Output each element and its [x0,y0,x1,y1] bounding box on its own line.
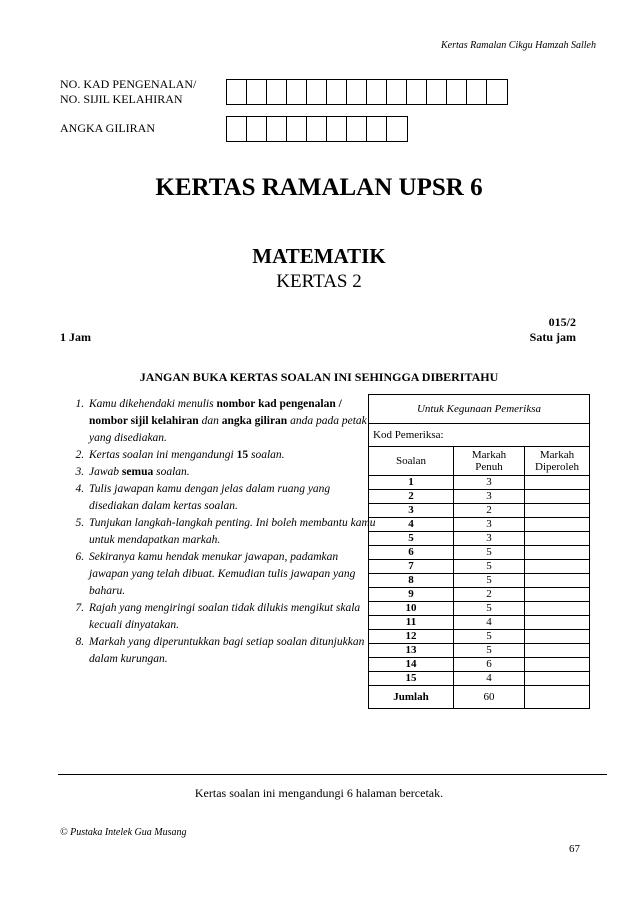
ic-number-boxes[interactable] [226,79,508,105]
copyright: © Pustaka Intelek Gua Musang [60,827,187,838]
marks-obtained-cell[interactable] [525,546,590,560]
marks-obtained-cell[interactable] [525,560,590,574]
warning-notice: JANGAN BUKA KERTAS SOALAN INI SEHINGGA DIBERITAHU [139,370,499,384]
ic-number-box[interactable] [427,80,447,104]
full-marks: 4 [454,616,525,630]
marks-obtained-cell[interactable] [525,574,590,588]
duration-left: 1 Jam [60,330,91,344]
question-number: 7 [369,560,454,574]
question-number: 5 [369,532,454,546]
examiner-box [368,394,590,709]
marks-table-header [369,447,589,476]
exam-number-box[interactable] [247,117,267,141]
marks-obtained-cell[interactable] [525,490,590,504]
ic-number-box[interactable] [347,80,367,104]
instruction-text: dan [198,415,222,427]
table-row [369,546,589,560]
exam-number-box[interactable] [327,117,347,141]
col-question: Soalan [369,447,454,476]
question-number: 2 [369,490,454,504]
ic-label [60,77,196,107]
full-marks: 4 [454,672,525,686]
main-title: KERTAS RAMALAN UPSR 6 [155,174,483,201]
question-number: 15 [369,672,454,686]
question-number: 11 [369,616,454,630]
question-number: 12 [369,630,454,644]
table-row [369,476,589,490]
marks-table [369,447,589,708]
full-marks: 3 [454,532,525,546]
table-row [369,644,589,658]
instruction-text: Jawab [89,466,122,478]
ic-number-box[interactable] [267,80,287,104]
instruction-text: nombor kad pengenalan / nombor sijil kelahiran [89,398,342,427]
col-marks-obtained [525,447,590,476]
table-row [369,518,589,532]
ic-label-line2: NO. SIJIL KELAHIRAN [60,92,183,106]
full-marks: 3 [454,476,525,490]
exam-number-box[interactable] [267,117,287,141]
total-obtained-cell[interactable] [525,686,590,709]
question-number: 8 [369,574,454,588]
examiner-code-label: Kod Pemeriksa: [369,424,589,447]
instruction-item [87,447,377,464]
table-row [369,616,589,630]
ic-number-box[interactable] [327,80,347,104]
marks-obtained-cell[interactable] [525,588,590,602]
full-marks: 6 [454,658,525,672]
col-full-line2: Penuh [475,461,503,473]
full-marks: 2 [454,504,525,518]
paper-title: KERTAS 2 [276,271,362,292]
full-marks: 3 [454,490,525,504]
marks-obtained-cell[interactable] [525,644,590,658]
question-number: 1 [369,476,454,490]
table-row [369,672,589,686]
marks-obtained-cell[interactable] [525,518,590,532]
instruction-text: 15 [236,449,249,461]
ic-number-box[interactable] [447,80,467,104]
ic-number-box[interactable] [467,80,487,104]
full-marks: 5 [454,546,525,560]
exam-number-box[interactable] [287,117,307,141]
table-row [369,574,589,588]
paper-code: 015/2 [548,315,576,329]
col-got-line1: Markah [539,449,575,461]
full-marks: 5 [454,630,525,644]
question-number: 10 [369,602,454,616]
table-row [369,630,589,644]
col-full-line1: Markah [471,449,507,461]
footer-divider [58,774,607,775]
instruction-text: Tunjukan langkah-langkah penting. Ini boleh membantu kamu untuk mendapatkan markah. [89,517,376,546]
instruction-text: semua [121,466,154,478]
instruction-text: Kamu dikehendaki menulis [89,398,217,410]
exam-number-boxes[interactable] [226,116,408,142]
exam-number-box[interactable] [307,117,327,141]
subject-title: MATEMATIK [252,244,386,268]
marks-obtained-cell[interactable] [525,630,590,644]
instruction-text: Tulis jawapan kamu dengan jelas dalam ruang yang disediakan dalam kertas soalan. [89,483,331,512]
exam-number-box[interactable] [367,117,387,141]
instruction-text: soalan. [248,449,285,461]
full-marks: 5 [454,602,525,616]
exam-number-box[interactable] [227,117,247,141]
question-number: 13 [369,644,454,658]
instruction-item [87,634,377,668]
marks-obtained-cell[interactable] [525,658,590,672]
ic-label-line1: NO. KAD PENGENALAN/ [60,77,197,91]
question-number: 3 [369,504,454,518]
instruction-text: Sekiranya kamu hendak menukar jawapan, padamkan jawapan yang telah dibuat. Kemudian tulis jawapan yang baharu. [89,551,356,597]
ic-number-box[interactable] [367,80,387,104]
full-marks: 5 [454,644,525,658]
instruction-item [87,464,377,481]
instruction-item [87,549,377,600]
full-marks: 5 [454,574,525,588]
pages-note: Kertas soalan ini mengandungi 6 halaman bercetak. [194,786,444,800]
table-row [369,602,589,616]
header-source: Kertas Ramalan Cikgu Hamzah Salleh [441,40,596,51]
page-number: 67 [569,843,580,855]
col-full-marks [454,447,525,476]
full-marks: 5 [454,560,525,574]
ic-number-box[interactable] [387,80,407,104]
marks-obtained-cell[interactable] [525,616,590,630]
instruction-text: anda pada petak yang disediakan. [89,415,367,444]
instruction-item [87,515,377,549]
question-number: 9 [369,588,454,602]
table-row [369,658,589,672]
instruction-text: Markah yang diperuntukkan bagi setiap soalan ditunjukkan dalam kurungan. [89,636,365,665]
ic-number-box[interactable] [247,80,267,104]
ic-number-box[interactable] [227,80,247,104]
total-label: Jumlah [393,690,429,703]
instruction-text: soalan. [153,466,190,478]
ic-number-box[interactable] [487,80,507,104]
ic-number-box[interactable] [307,80,327,104]
instruction-item [87,600,377,634]
marks-obtained-cell[interactable] [525,532,590,546]
exam-number-label: ANGKA GILIRAN [60,121,155,135]
question-number: 4 [369,518,454,532]
exam-number-box[interactable] [347,117,367,141]
table-row [369,504,589,518]
marks-obtained-cell[interactable] [525,672,590,686]
marks-obtained-cell[interactable] [525,476,590,490]
instruction-item [87,396,377,447]
full-marks: 2 [454,588,525,602]
table-row [369,588,589,602]
question-number: 14 [369,658,454,672]
duration-right: Satu jam [529,330,576,344]
instruction-text: Kertas soalan ini mengandungi [89,449,237,461]
exam-number-box[interactable] [387,117,407,141]
ic-number-box[interactable] [407,80,427,104]
marks-obtained-cell[interactable] [525,504,590,518]
total-value: 60 [454,686,525,709]
total-row [369,686,589,709]
marks-obtained-cell[interactable] [525,602,590,616]
examiner-heading: Untuk Kegunaan Pemeriksa [369,395,589,424]
question-number: 6 [369,546,454,560]
full-marks: 3 [454,518,525,532]
instructions-list [63,396,377,668]
ic-number-box[interactable] [287,80,307,104]
instruction-item [87,481,377,515]
table-row [369,490,589,504]
col-got-line2: Diperoleh [535,461,579,473]
table-row [369,532,589,546]
instruction-text: angka giliran [221,415,288,427]
table-row [369,560,589,574]
instruction-text: Rajah yang mengiringi soalan tidak dilukis mengikut skala kecuali dinyatakan. [89,602,361,631]
